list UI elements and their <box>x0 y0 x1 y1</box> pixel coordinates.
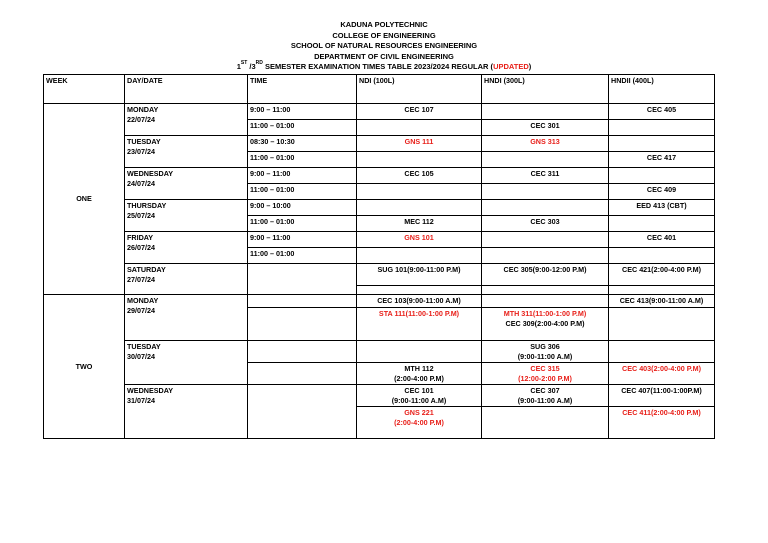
hndi-cell: CEC 303 <box>482 216 609 232</box>
time-cell: 11:00 – 01:00 <box>248 152 357 168</box>
hndii-cell: CEC 409 <box>609 184 715 200</box>
ndi-cell <box>357 152 482 168</box>
hndii-cell <box>609 248 715 264</box>
hndi-cell: CEC 315 (12:00-2:00 P.M) <box>482 363 609 385</box>
hndi-cell <box>482 104 609 120</box>
day-cell: MONDAY 29/07/24 <box>125 295 248 341</box>
ndi-cell <box>357 184 482 200</box>
hndi-cell: CEC 301 <box>482 120 609 136</box>
table-row <box>44 264 715 286</box>
hndii-cell <box>609 286 715 295</box>
table-row <box>44 295 715 308</box>
ndi-cell: GNS 101 <box>357 232 482 248</box>
time-cell <box>248 295 357 308</box>
time-cell: 11:00 – 01:00 <box>248 184 357 200</box>
ndi-cell: SUG 101(9:00-11:00 P.M) <box>357 264 482 286</box>
hndi-cell <box>482 248 609 264</box>
hndi-cell: MTH 311(11:00-1:00 P.M) CEC 309(2:00-4:00 P.M) <box>482 308 609 341</box>
time-cell: 11:00 – 01:00 <box>248 248 357 264</box>
day-cell: TUESDAY 30/07/24 <box>125 341 248 385</box>
header-department: DEPARTMENT OF CIVIL ENGINEERING <box>314 51 454 61</box>
time-cell <box>248 264 357 295</box>
hndi-cell <box>482 232 609 248</box>
table-row <box>44 232 715 248</box>
table-row <box>44 200 715 216</box>
hndii-cell <box>609 168 715 184</box>
day-cell: SATURDAY 27/07/24 <box>125 264 248 295</box>
table-row <box>44 385 715 407</box>
hndi-cell: CEC 311 <box>482 168 609 184</box>
ndi-cell <box>357 248 482 264</box>
hndi-cell: CEC 305(9:00-12:00 P.M) <box>482 264 609 286</box>
hndii-cell <box>609 216 715 232</box>
document-header <box>0 20 768 73</box>
time-cell: 11:00 – 01:00 <box>248 216 357 232</box>
col-header-hndi: HNDI (300L) <box>482 75 609 104</box>
hndii-cell: CEC 413(9:00-11:00 A.M) <box>609 295 715 308</box>
ndi-cell <box>357 341 482 363</box>
ndi-cell <box>357 286 482 295</box>
hndii-cell: CEC 405 <box>609 104 715 120</box>
time-cell <box>248 363 357 385</box>
time-cell: 9:00 – 11:00 <box>248 104 357 120</box>
ndi-cell: CEC 103(9:00-11:00 A.M) <box>357 295 482 308</box>
week-two-label: TWO <box>44 295 125 439</box>
hndii-cell <box>609 136 715 152</box>
day-cell: THURSDAY 25/07/24 <box>125 200 248 232</box>
hndii-cell <box>609 341 715 363</box>
ndi-cell: STA 111(11:00-1:00 P.M) <box>357 308 482 341</box>
col-header-day: DAY/DATE <box>125 75 248 104</box>
time-cell: 9:00 – 10:00 <box>248 200 357 216</box>
hndi-cell <box>482 295 609 308</box>
hndi-cell: GNS 313 <box>482 136 609 152</box>
hndii-cell <box>609 120 715 136</box>
hndi-cell <box>482 184 609 200</box>
hndii-cell: CEC 403(2:00-4:00 P.M) <box>609 363 715 385</box>
time-cell: 9:00 – 11:00 <box>248 232 357 248</box>
day-cell: FRIDAY 26/07/24 <box>125 232 248 264</box>
col-header-hndii: HNDII (400L) <box>609 75 715 104</box>
time-cell: 11:00 – 01:00 <box>248 120 357 136</box>
table-row <box>44 136 715 152</box>
updated-label: UPDATED <box>493 62 529 71</box>
hndi-cell: CEC 307 (9:00-11:00 A.M) <box>482 385 609 407</box>
hndi-cell <box>482 152 609 168</box>
ndi-cell: MTH 112 (2:00-4:00 P.M) <box>357 363 482 385</box>
ndi-cell <box>357 200 482 216</box>
hndii-cell: CEC 411(2:00-4:00 P.M) <box>609 407 715 439</box>
hndii-cell: EED 413 (CBT) <box>609 200 715 216</box>
hndi-cell <box>482 286 609 295</box>
day-cell: MONDAY 22/07/24 <box>125 104 248 136</box>
ndi-cell <box>357 120 482 136</box>
ndi-cell: MEC 112 <box>357 216 482 232</box>
day-cell: TUESDAY 23/07/24 <box>125 136 248 168</box>
day-cell: WEDNESDAY 31/07/24 <box>125 385 248 439</box>
time-cell <box>248 341 357 363</box>
ndi-cell: GNS 111 <box>357 136 482 152</box>
hndii-cell <box>609 308 715 341</box>
col-header-time: TIME <box>248 75 357 104</box>
header-title: 1ST /3RD SEMESTER EXAMINATION TIMES TABLE 2023/2024 REGULAR (UPDATED) <box>236 60 532 71</box>
time-cell: 9:00 – 11:00 <box>248 168 357 184</box>
hndi-cell: SUG 306 (9:00-11:00 A.M) <box>482 341 609 363</box>
header-school: SCHOOL OF NATURAL RESOURCES ENGINEERING <box>290 41 478 50</box>
timetable <box>43 74 715 439</box>
time-cell: 08:30 – 10:30 <box>248 136 357 152</box>
hndii-cell: CEC 407(11:00-1:00P.M) <box>609 385 715 407</box>
week-one-label: ONE <box>44 104 125 295</box>
table-row <box>44 168 715 184</box>
hndii-cell: CEC 421(2:00-4:00 P.M) <box>609 264 715 286</box>
day-cell: WEDNESDAY 24/07/24 <box>125 168 248 200</box>
ndi-cell: CEC 101 (9:00-11:00 A.M) <box>357 385 482 407</box>
ndi-cell: CEC 107 <box>357 104 482 120</box>
time-cell <box>248 385 357 439</box>
hndii-cell: CEC 417 <box>609 152 715 168</box>
header-college: COLLEGE OF ENGINEERING <box>332 30 436 40</box>
table-header-row <box>44 75 715 104</box>
col-header-week: WEEK <box>44 75 125 104</box>
table-row <box>44 104 715 120</box>
hndi-cell <box>482 200 609 216</box>
hndii-cell: CEC 401 <box>609 232 715 248</box>
ndi-cell: CEC 105 <box>357 168 482 184</box>
col-header-ndi: NDI (100L) <box>357 75 482 104</box>
table-row <box>44 341 715 363</box>
time-cell <box>248 308 357 341</box>
header-institution: KADUNA POLYTECHNIC <box>340 20 428 29</box>
hndi-cell <box>482 407 609 439</box>
ndi-cell: GNS 221 (2:00-4:00 P.M) <box>357 407 482 439</box>
